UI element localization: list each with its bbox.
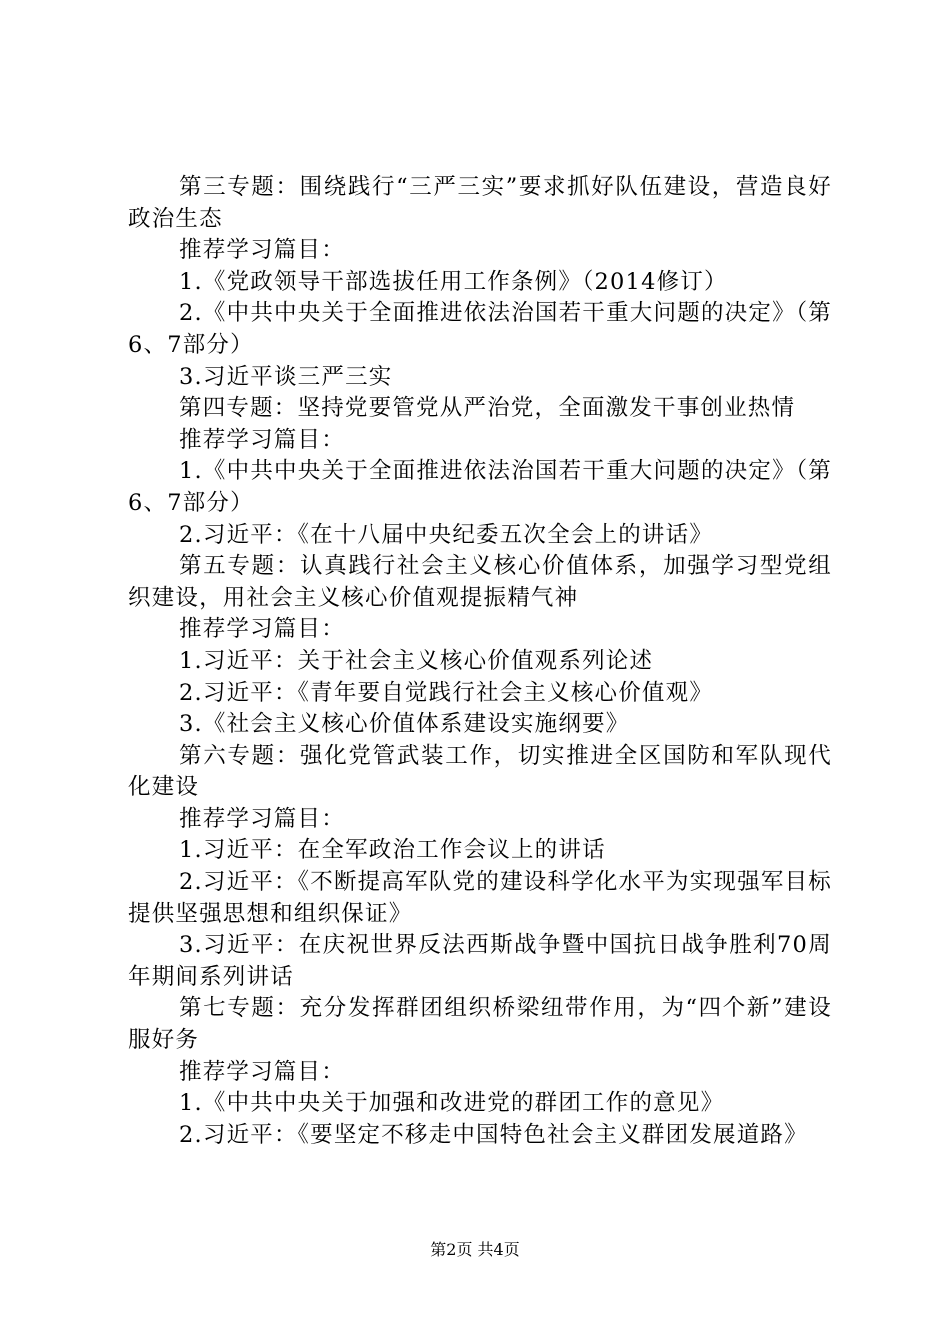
reading-item: 2.习近平：《要坚定不移走中国特色社会主义群团发展道路》 (179, 1121, 808, 1148)
topic-7-heading: 第七专题：充分发挥群团组织桥梁纽带作用，为“四个新”建设服好务 (128, 995, 832, 1054)
topic-6-heading: 第六专题：强化党管武装工作，切实推进全区国防和军队现代化建设 (128, 742, 832, 801)
reading-item: 2.《中共中央关于全面推进依法治国若干重大问题的决定》（第6、7部分） (128, 300, 832, 358)
recommended-reading-label: 推荐学习篇目： (179, 426, 345, 453)
reading-item: 1.《中共中央关于加强和改进党的群团工作的意见》 (179, 1090, 725, 1117)
recommended-reading-label: 推荐学习篇目： (179, 237, 345, 264)
recommended-reading-label: 推荐学习篇目： (179, 1058, 345, 1085)
reading-item: 2.习近平：《在十八届中央纪委五次全会上的讲话》 (179, 521, 714, 548)
topic-4-heading: 第四专题：坚持党要管党从严治党，全面激发干事创业热情 (179, 395, 796, 422)
reading-item: 2.习近平：《不断提高军队党的建设科学化水平为实现强军目标提供坚强思想和组织保证》 (128, 869, 832, 927)
page-number-footer: 第2页 共4页 (430, 1240, 520, 1259)
topic-5-heading: 第五专题：认真践行社会主义核心价值体系，加强学习型党组织建设，用社会主义核心价值观提振精气神 (128, 553, 832, 611)
reading-item: 1.《党政领导干部选拔任用工作条例》（2014修订） (179, 268, 728, 295)
reading-item: 3.习近平谈三严三实 (179, 363, 393, 390)
reading-item: 2.习近平：《青年要自觉践行社会主义核心价值观》 (179, 679, 714, 706)
reading-item: 1.《中共中央关于全面推进依法治国若干重大问题的决定》（第6、7部分） (128, 458, 832, 516)
topic-3-heading: 第三专题：围绕践行“三严三实”要求抓好队伍建设，营造良好政治生态 (128, 174, 832, 232)
reading-item: 1.习近平：在全军政治工作会议上的讲话 (179, 837, 606, 864)
reading-item: 3.《社会主义核心价值体系建设实施纲要》 (179, 711, 630, 738)
reading-item: 1.习近平：关于社会主义核心价值观系列论述 (179, 647, 654, 674)
document-body (128, 172, 832, 1151)
reading-item: 3.习近平：在庆祝世界反法西斯战争暨中国抗日战争胜利70周年期间系列讲话 (128, 932, 832, 990)
recommended-reading-label: 推荐学习篇目： (179, 805, 345, 832)
recommended-reading-label: 推荐学习篇目： (179, 616, 345, 643)
